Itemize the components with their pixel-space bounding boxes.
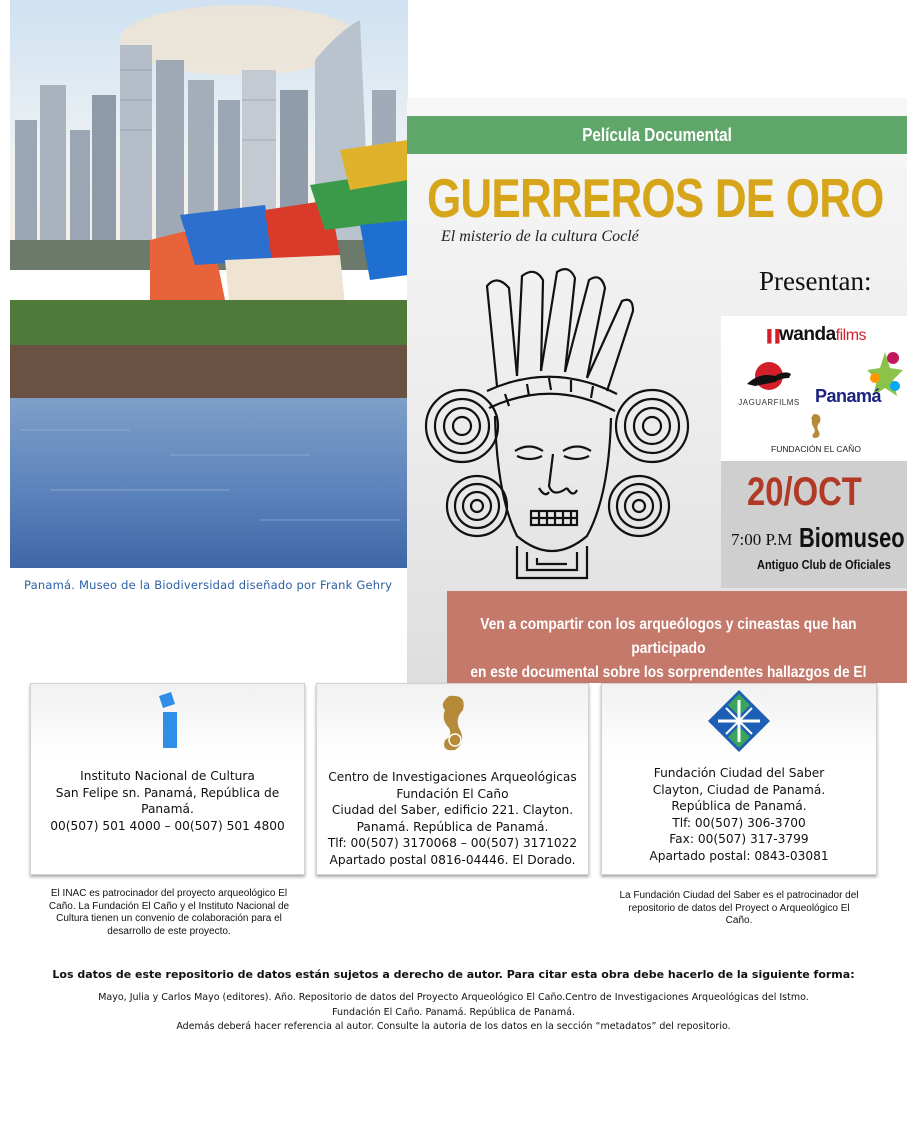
note-line: La Fundación Ciudad del Saber es el patrocinador del bbox=[619, 890, 859, 901]
jaguar-logo-text: JAGUARFILMS bbox=[738, 398, 800, 407]
card-line: República de Panamá. bbox=[671, 799, 807, 813]
citation-line: Fundación El Caño. Panamá. República de Panamá. bbox=[332, 1006, 575, 1018]
copyright-notice: Los datos de este repositorio de datos están sujetos a derecho de autor. Para citar esta obra debe hacerlo de la siguiente forma: bbox=[52, 968, 855, 981]
poster-title: GUERREROS DE ORO bbox=[427, 167, 884, 229]
fundacion-el-cano-logo bbox=[741, 412, 891, 454]
card-inac bbox=[30, 683, 305, 875]
card-line: Tlf: 00(507) 306-3700 bbox=[672, 815, 806, 830]
seahorse-icon bbox=[435, 692, 475, 756]
card-line: Apartado postal 0816-04446. El Dorado. bbox=[329, 852, 576, 867]
sponsor-logos bbox=[721, 316, 907, 461]
poster-time: 7:00 P.M bbox=[731, 530, 793, 549]
poster-band bbox=[407, 116, 907, 154]
note-ciudad-del-saber bbox=[600, 890, 878, 928]
card-inac-text bbox=[31, 768, 304, 834]
note-line: El INAC es patrocinador del proyecto arqueológico El bbox=[50, 888, 288, 899]
note-line: Cultura tienen un convenio de colaboración para el bbox=[56, 913, 282, 924]
card-line: San Felipe sn. Panamá, República de Panamá. bbox=[55, 785, 280, 816]
poster-venue-sub: Antiguo Club de Oficiales bbox=[757, 558, 891, 572]
card-line: Centro de Investigaciones Arqueológicas bbox=[328, 770, 577, 784]
poster-subtitle: El misterio de la cultura Coclé bbox=[441, 228, 639, 245]
wanda-logo-text: wanda bbox=[779, 324, 836, 345]
poster-venue: Biomuseo bbox=[799, 522, 905, 553]
wanda-mark-icon: ▐▐ bbox=[763, 329, 780, 343]
card-line: 00(507) 501 4000 – 00(507) 501 4800 bbox=[50, 818, 285, 833]
card-el-cano-text bbox=[317, 769, 588, 868]
card-el-cano bbox=[316, 683, 589, 875]
documentary-poster bbox=[407, 98, 907, 683]
note-line: Caño. La Fundación El Caño y el Instituto Nacional de bbox=[48, 900, 290, 912]
biomuseo-photo bbox=[10, 0, 408, 568]
wanda-logo-suffix: films bbox=[835, 327, 867, 344]
inac-logo-icon bbox=[155, 690, 185, 750]
invite-line-2: en este documental sobre los sorprendentes hallazgos de El bbox=[470, 664, 867, 681]
wanda-films-logo bbox=[763, 324, 866, 346]
note-inac bbox=[30, 888, 308, 938]
card-line: Fundación El Caño bbox=[396, 786, 509, 801]
card-line: Clayton, Ciudad de Panamá. bbox=[652, 782, 826, 797]
poster-band-label: Película Documental bbox=[582, 124, 732, 145]
card-line: Fundación Ciudad del Saber bbox=[653, 766, 825, 780]
invite-line-1: Ven a compartir con los arqueólogos y cineastas que han participado bbox=[480, 616, 857, 657]
panama-logo-text: Panamá bbox=[815, 386, 882, 406]
fundacion-logo-text: FUNDACIÓN EL CAÑO bbox=[771, 444, 861, 454]
citation-line: Mayo, Julia y Carlos Mayo (editores). Año. Repositorio de datos del Proyecto Arqueológico El Caño.Centro de Investigaciones Arqueológicas del Istmo. bbox=[98, 992, 809, 1003]
gold-warrior-mask-icon bbox=[417, 266, 717, 586]
panama-skyline-image bbox=[10, 0, 408, 568]
card-ciudad-del-saber-text bbox=[602, 765, 876, 864]
card-line: Tlf: 00(507) 3170068 – 00(507) 3171022 bbox=[327, 836, 578, 850]
citation-text bbox=[0, 991, 907, 1035]
poster-presentan: Presentan: bbox=[759, 266, 872, 296]
card-line: Ciudad del Saber, edificio 221. Clayton. bbox=[331, 803, 574, 817]
card-line: Panamá. República de Panamá. bbox=[356, 819, 549, 834]
card-line: Instituto Nacional de Cultura bbox=[80, 769, 255, 783]
note-line: Caño. bbox=[725, 915, 753, 926]
jaguar-films-logo bbox=[729, 360, 809, 407]
note-line: desarrollo de este proyecto. bbox=[107, 925, 231, 937]
ciudad-del-saber-logo-icon bbox=[706, 688, 772, 754]
card-line: Fax: 00(507) 317-3799 bbox=[669, 832, 809, 846]
photo-caption: Panamá. Museo de la Biodiversidad diseñado por Frank Gehry bbox=[24, 578, 393, 592]
citation-line: Además deberá hacer referencia al autor. Consulte la autoria de los datos en la sección “metadatos” del repositorio. bbox=[176, 1021, 731, 1032]
poster-date: 20/OCT bbox=[747, 470, 862, 514]
seahorse-icon bbox=[808, 412, 824, 440]
card-ciudad-del-saber bbox=[601, 683, 877, 875]
jaguar-icon bbox=[745, 360, 793, 394]
card-line: Apartado postal: 0843-03081 bbox=[649, 848, 829, 863]
panama-tourism-logo bbox=[813, 348, 907, 408]
note-line: repositorio de datos del Proyect o Arqueológico El bbox=[628, 902, 850, 914]
